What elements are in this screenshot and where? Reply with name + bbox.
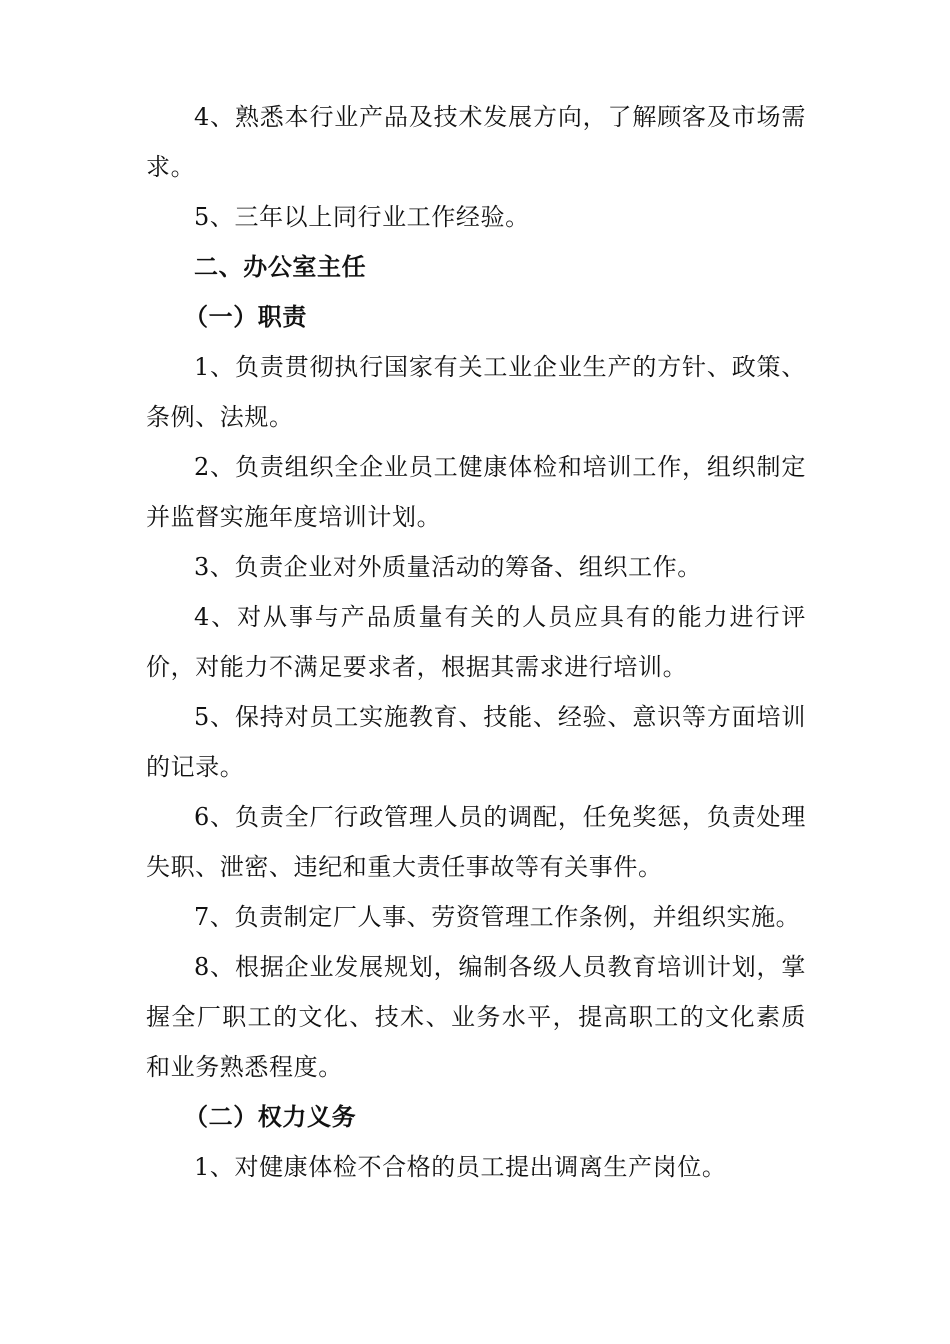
paragraph-requirement-4: 4、熟悉本行业产品及技术发展方向，了解顾客及市场需求。 <box>146 103 806 181</box>
paragraph-duty-3: 3、负责企业对外质量活动的筹备、组织工作。 <box>194 553 702 581</box>
subheading-rights-obligations: （二）权力义务 <box>184 1103 357 1131</box>
paragraph-duty-2: 2、负责组织全企业员工健康体检和培训工作，组织制定并监督实施年度培训计划。 <box>146 453 806 531</box>
paragraph-duty-6: 6、负责全厂行政管理人员的调配，任免奖惩，负责处理失职、泄密、违纪和重大责任事故等有关事件。 <box>146 803 806 881</box>
paragraph-duty-4: 4、对从事与产品质量有关的人员应具有的能力进行评价，对能力不满足要求者，根据其需求进行培训。 <box>146 603 806 681</box>
paragraph-duty-8: 8、根据企业发展规划，编制各级人员教育培训计划，掌握全厂职工的文化、技术、业务水平，提高职工的文化素质和业务熟悉程度。 <box>146 953 806 1081</box>
subheading-duties: （一）职责 <box>184 303 307 331</box>
paragraph-requirement-5: 5、三年以上同行业工作经验。 <box>194 203 530 231</box>
paragraph-duty-7: 7、负责制定厂人事、劳资管理工作条例，并组织实施。 <box>194 903 801 931</box>
document-page <box>146 92 806 1192</box>
paragraph-duty-5: 5、保持对员工实施教育、技能、经验、意识等方面培训的记录。 <box>146 703 806 781</box>
section-heading-office-director: 二、办公室主任 <box>194 253 367 281</box>
paragraph-right-1: 1、对健康体检不合格的员工提出调离生产岗位。 <box>194 1153 727 1181</box>
paragraph-duty-1: 1、负责贯彻执行国家有关工业企业生产的方针、政策、条例、法规。 <box>146 353 806 431</box>
